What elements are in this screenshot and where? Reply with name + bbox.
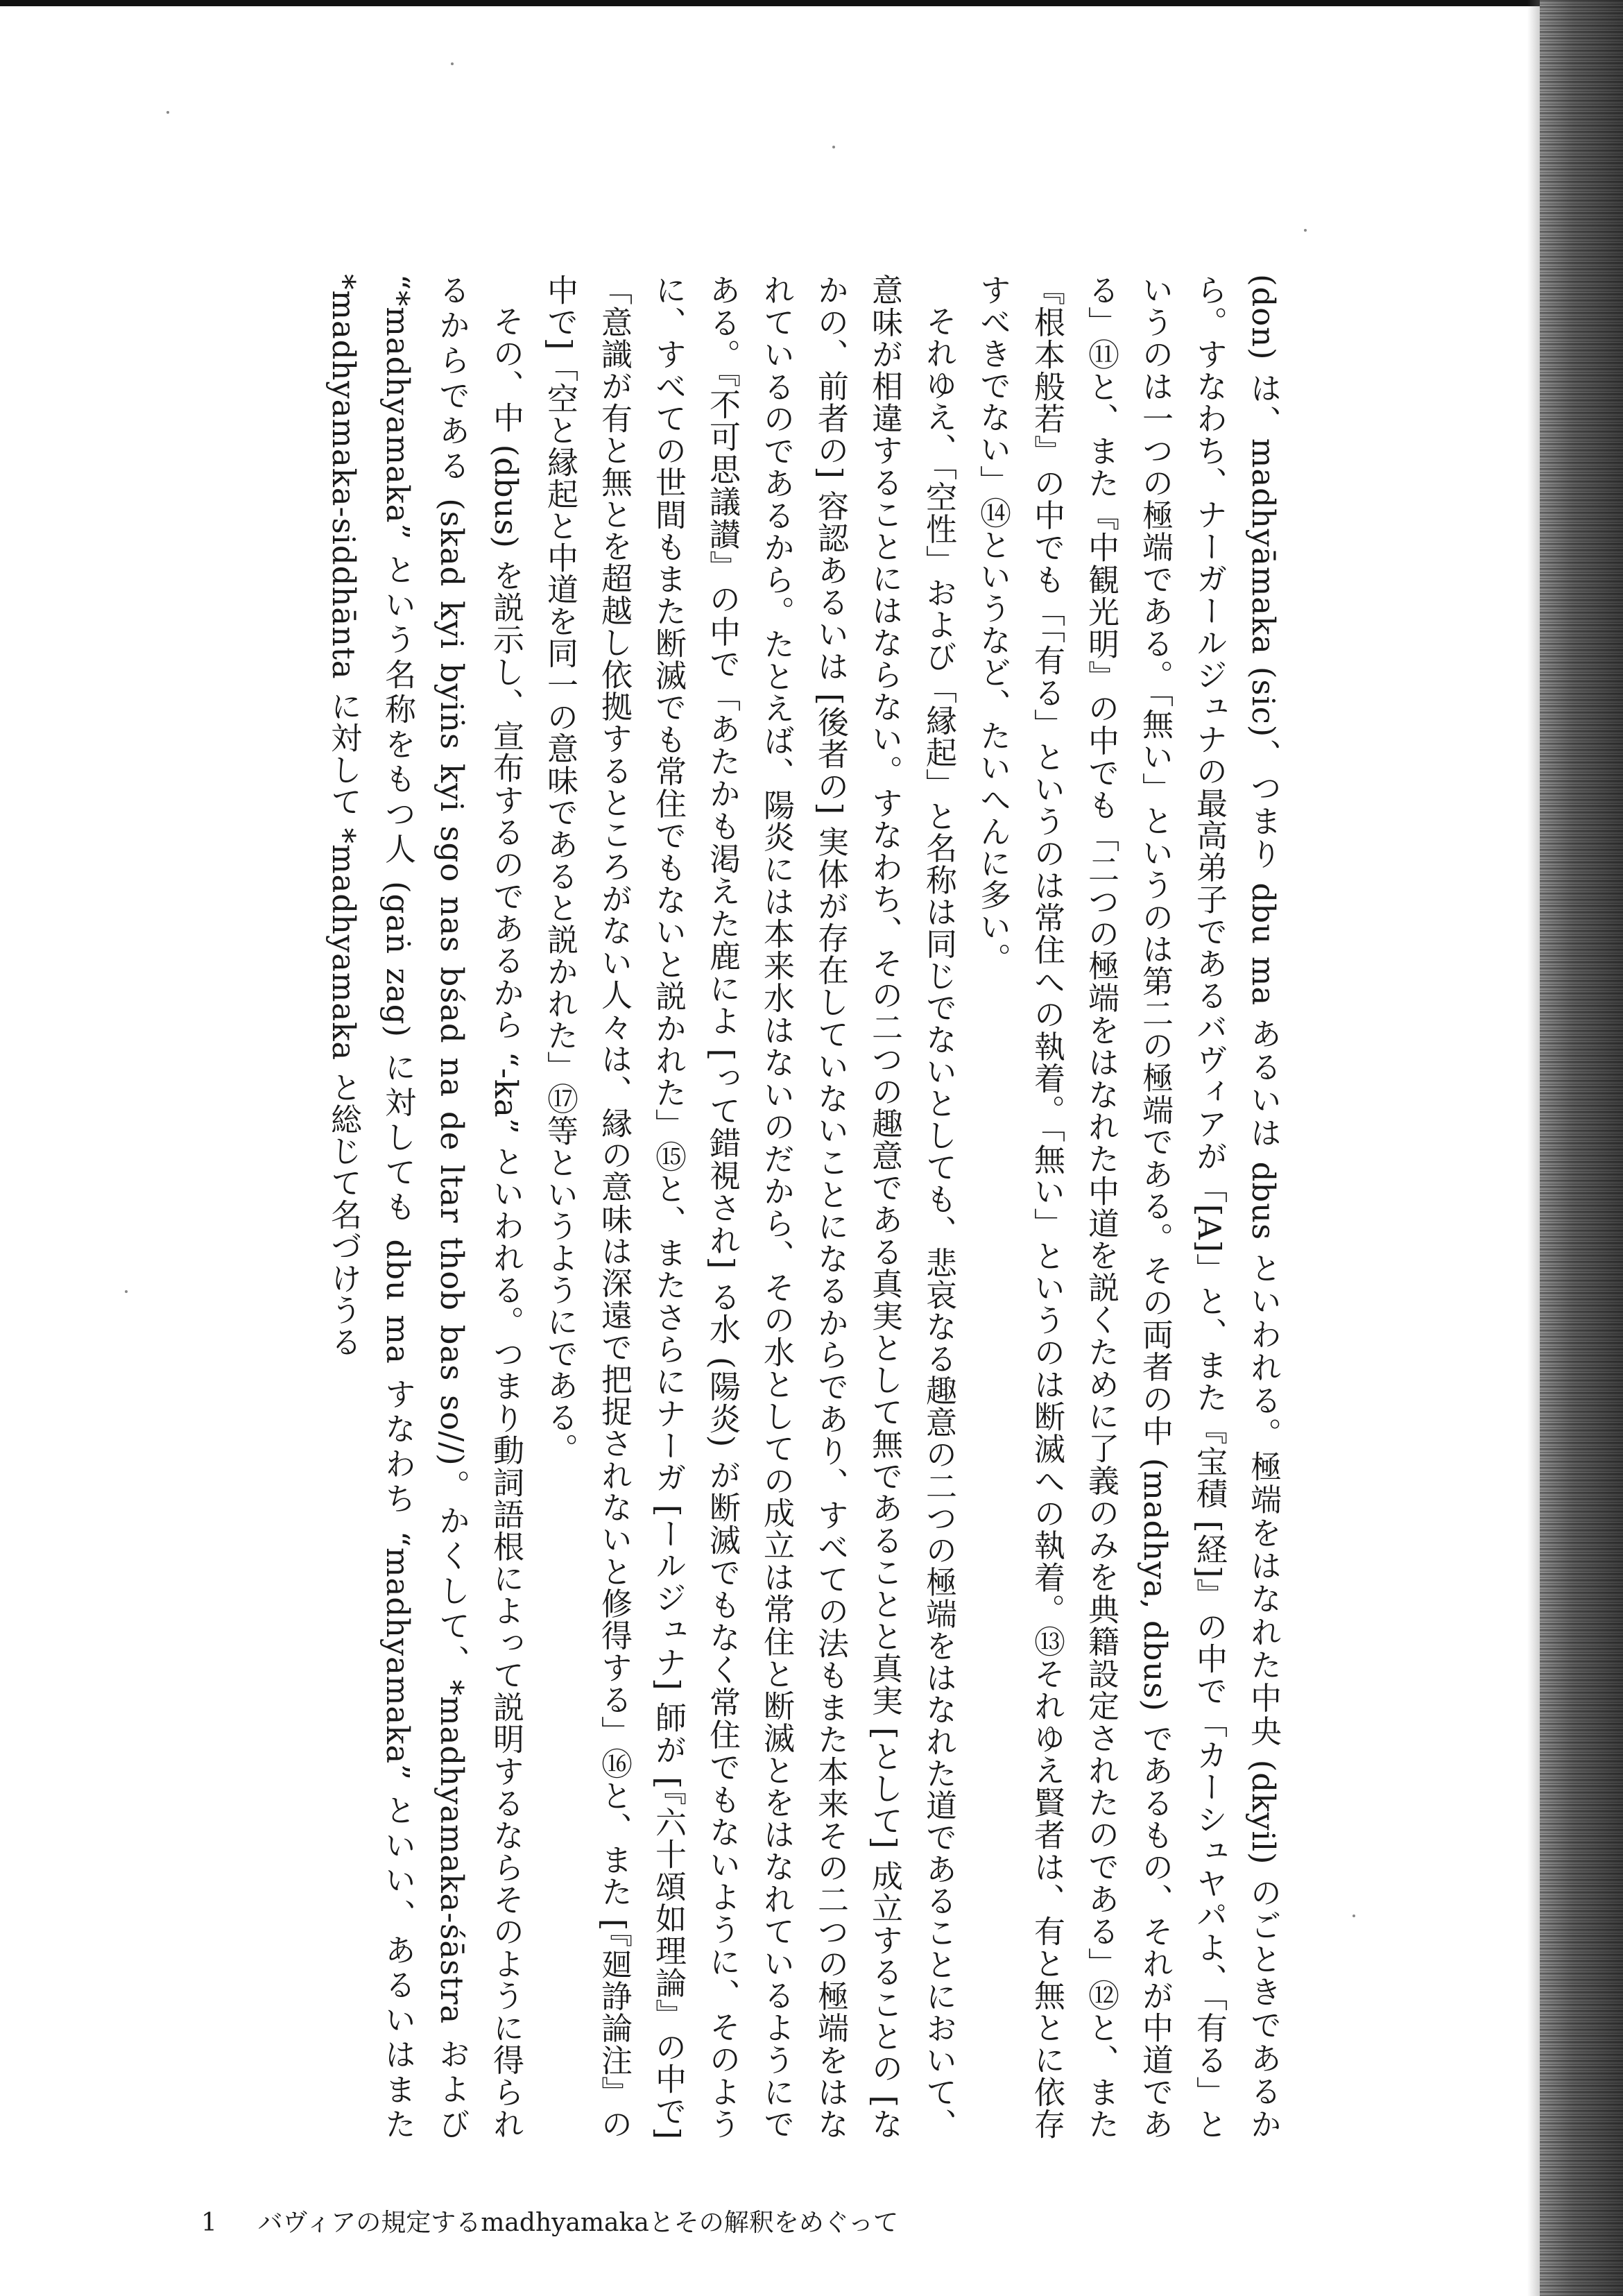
scan-binding-edge (1540, 0, 1623, 2296)
scan-speck (1352, 1914, 1355, 1917)
paragraph-2: それゆえ、「空性」および「縁起」と名称は同じでないとしても、悲哀なる趣意の二つの極端をはなれた道であることにおいて、意味が相違することにはならない。すなわち、その二つの趣意である真実として無であることと真実 [として] 成立することの [なかの、前者の] 容認あるいは [後者の] 実体が存在していないことになるからであり、すべての法もまた本来その二つの極端をはなれているのであるから。たとえば、陽炎には本来水はないのだから、その水としての成立は常住と断滅とをはなれているようにである。『不可思議讃』の中で「あたかも渇えた鹿によ [って錯視され] る水 (陽炎) が断滅でもなく常住でもないように、そのように、すべての世間もまた断滅でも常住でもないと説かれた」⑮と、またさらにナーガ [ールジュナ] 師が [『六十頌如理論』の中で]「意識が有と無とを超越し依拠するところがない人々は、縁の意味は深遠で把捉されないと修得する」⑯と、また [『廻諍論注』の中で]「空と縁起と中道を同一の意味であると説かれた」⑰等というようにである。 (542, 274, 957, 2140)
scan-speck (166, 111, 169, 114)
page-number: 1 (201, 2209, 217, 2237)
paragraph-3: その、中 (dbus) を説示し、宣布するのであるから “-ka” といわれる。つまり動詞語根によって説明するならそのように得られるからである (skad kyi byiṅs kyi sgo nas bśad na de ltar thob bas so//)。かくして、*madhyamaka-śāstra および “*madhyamaka” という名称をもつ人 (gaṅ zag) に対しても dbu ma すなわち “madhyamaka” といい、あるいはまた *madhyamaka-siddhānta に対して *madhyamaka と総じて名づけうる (325, 274, 524, 2140)
scan-speck (451, 62, 454, 65)
scan-speck (125, 1290, 128, 1293)
vertical-text-body (208, 274, 1290, 2140)
paragraph-1: (don) は、madhyāmaka (sic)、つまり dbu ma あるいは dbus といわれる。極端をはなれた中央 (dkyil) のごときであるから。すなわち、ナーガールジュナの最高弟子であるバヴィアが「[A]」と、また『宝積 [経]』の中で「カーシュヤパよ、「有る」というのは一つの極端である。「無い」というのは第二の極端である。その両者の中 (madhya, dbus) であるもの、それが中道である」⑪と、また『中観光明』の中でも「二つの極端をはなれた中道を説くために了義のみを典籍設定されたのである」⑫と、また『根本般若』の中でも「「有る」というのは常住への執着。「無い」というのは断滅への執着。⑬それゆえ賢者は、有と無とに依存すべきでない」⑭というなど、たいへんに多い。 (974, 274, 1282, 2140)
top-rule (0, 0, 1623, 6)
scan-speck (832, 146, 835, 148)
running-title: バヴィアの規定するmadhyamakaとその解釈をめぐって (257, 2209, 899, 2237)
page-footer (201, 2206, 1103, 2241)
scan-speck (1304, 229, 1307, 232)
